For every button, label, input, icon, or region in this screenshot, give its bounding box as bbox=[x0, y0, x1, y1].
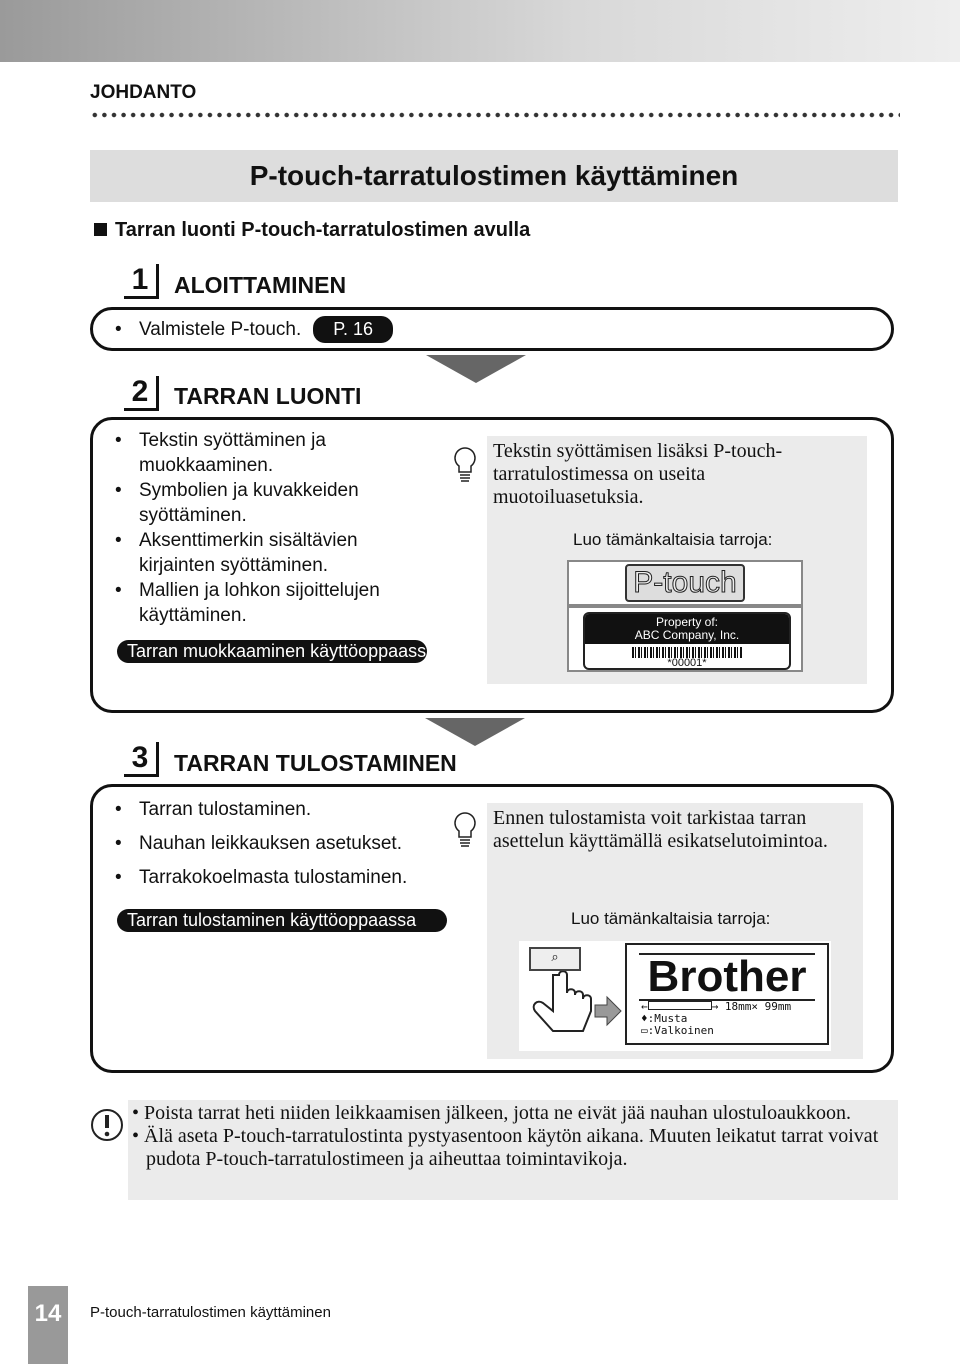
lightbulb-icon bbox=[453, 811, 477, 851]
tip-box bbox=[487, 436, 867, 684]
list-item: • Tarrakokoelmasta tulostaminen. bbox=[113, 861, 453, 895]
lightbulb-icon bbox=[453, 446, 477, 486]
step-heading: TARRAN TULOSTAMINEN bbox=[174, 750, 457, 776]
list-item: • Tarran tulostaminen. bbox=[113, 793, 453, 827]
step-heading: TARRAN LUONTI bbox=[174, 383, 362, 409]
dotted-divider bbox=[90, 112, 900, 118]
tip-text: Tekstin syöttämisen lisäksi P-touch-tarratulostimessa on useita muotoiluasetuksia. bbox=[493, 440, 783, 508]
list-item: • Symbolien ja kuvakkeiden syöttäminen. bbox=[113, 478, 403, 528]
tip-box bbox=[487, 803, 863, 1059]
arrow-down-icon bbox=[425, 718, 525, 746]
arrow-down-icon bbox=[426, 355, 526, 383]
step1-box bbox=[90, 307, 894, 351]
warning-box bbox=[128, 1100, 898, 1200]
step-number: 2 bbox=[124, 376, 159, 411]
lcd-preview: Brother ← → 18mm× 99mm ♦:Musta ▭:Valkoinen bbox=[625, 943, 829, 1045]
example-label-property: Property of: ABC Company, Inc. *00001* bbox=[567, 606, 803, 672]
list-item: • Mallien ja lohkon sijoittelujen käyttäminen. bbox=[113, 578, 403, 628]
warning-item: • Älä aseta P-touch-tarratulostinta pystyasentoon käytön aikana. Muuten leikatut tarrat voivat pudota P-touch-tarratulostimeen ja aiheuttaa toimintavikoja. bbox=[132, 1125, 879, 1170]
examples-label: Luo tämänkaltaisia tarroja: bbox=[571, 909, 771, 928]
section-heading: Tarran luonti P-touch-tarratulostimen avulla bbox=[94, 219, 530, 242]
top-band bbox=[0, 0, 960, 62]
example-label-ptouch: P-touch bbox=[567, 560, 803, 606]
page-reference-link[interactable]: P. 16 bbox=[313, 316, 393, 343]
list-item: • Tekstin syöttäminen ja muokkaaminen. bbox=[113, 428, 403, 478]
chapter-header: JOHDANTO bbox=[90, 82, 197, 103]
step-number: 3 bbox=[124, 742, 159, 777]
reference-link[interactable]: Tarran tulostaminen käyttöoppaassa bbox=[117, 909, 447, 932]
hand-pointer-icon bbox=[525, 971, 625, 1041]
examples-label: Luo tämänkaltaisia tarroja: bbox=[573, 530, 773, 549]
step2-box bbox=[90, 417, 894, 713]
preview-key-icon: ⌕ bbox=[529, 947, 581, 971]
preview-illustration bbox=[519, 941, 831, 1051]
step3-box bbox=[90, 784, 894, 1073]
step-number: 1 bbox=[124, 264, 159, 299]
tip-text: Ennen tulostamista voit tarkistaa tarran asettelun käyttämällä esikatselutoimintoa. bbox=[493, 807, 828, 852]
step-heading: ALOITTAMINEN bbox=[174, 272, 347, 298]
list-item: • Aksenttimerkin sisältävien kirjainten syöttäminen. bbox=[113, 528, 403, 578]
square-bullet-icon bbox=[94, 223, 107, 236]
list-item: • Nauhan leikkauksen asetukset. bbox=[113, 827, 453, 861]
page-title: P-touch-tarratulostimen käyttäminen bbox=[90, 150, 898, 202]
warning-item: • Poista tarrat heti niiden leikkaamisen jälkeen, jotta ne eivät jää nauhan ulostuloaukkoon. bbox=[132, 1102, 852, 1124]
list-item: • Valmistele P-touch. bbox=[139, 319, 302, 340]
warning-icon bbox=[90, 1108, 124, 1142]
footer-text: P-touch-tarratulostimen käyttäminen bbox=[90, 1304, 331, 1321]
reference-link[interactable]: Tarran muokkaaminen käyttöoppaassa bbox=[117, 640, 427, 663]
page-number: 14 bbox=[28, 1286, 68, 1364]
